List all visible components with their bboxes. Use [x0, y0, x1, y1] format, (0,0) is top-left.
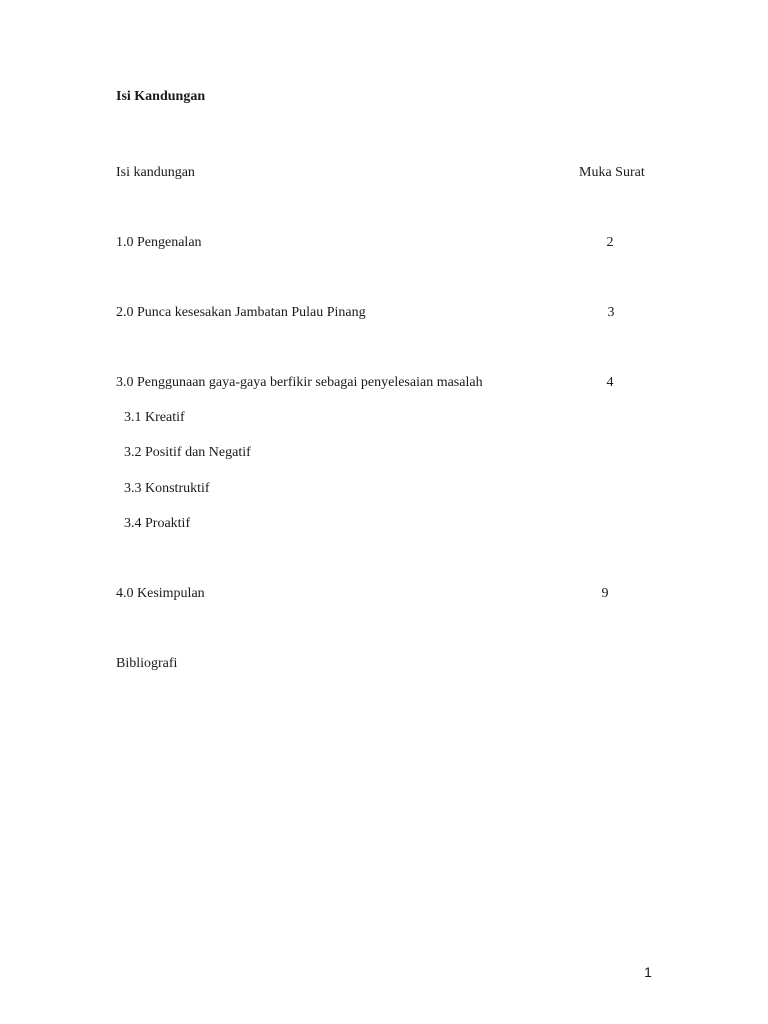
toc-entry-label: 1.0 Pengenalan [116, 235, 202, 250]
toc-subentry-label: 3.2 Positif dan Negatif [124, 445, 251, 460]
page-title: Isi Kandungan [116, 89, 206, 104]
toc-subentry-label: 3.3 Konstruktif [124, 481, 210, 496]
toc-entry-label: 3.0 Penggunaan gaya-gaya berfikir sebagai penyelesaian masalah [116, 375, 483, 390]
contents-column-header: Isi kandungan [116, 165, 195, 180]
toc-entry-label: Bibliografi [116, 656, 178, 671]
page-number: 1 [644, 964, 652, 980]
toc-entry-page: 9 [601, 586, 609, 601]
toc-entry-page: 2 [606, 235, 614, 250]
toc-subentry-label: 3.4 Proaktif [124, 516, 191, 531]
toc-entry-label: 4.0 Kesimpulan [116, 586, 205, 601]
toc-entry-page: 3 [607, 305, 615, 320]
toc-subentry-label: 3.1 Kreatif [124, 410, 185, 425]
toc-entry-label: 2.0 Punca kesesakan Jambatan Pulau Pinang [116, 305, 366, 320]
toc-entry-page: 4 [606, 375, 614, 390]
page-column-header: Muka Surat [579, 165, 645, 180]
